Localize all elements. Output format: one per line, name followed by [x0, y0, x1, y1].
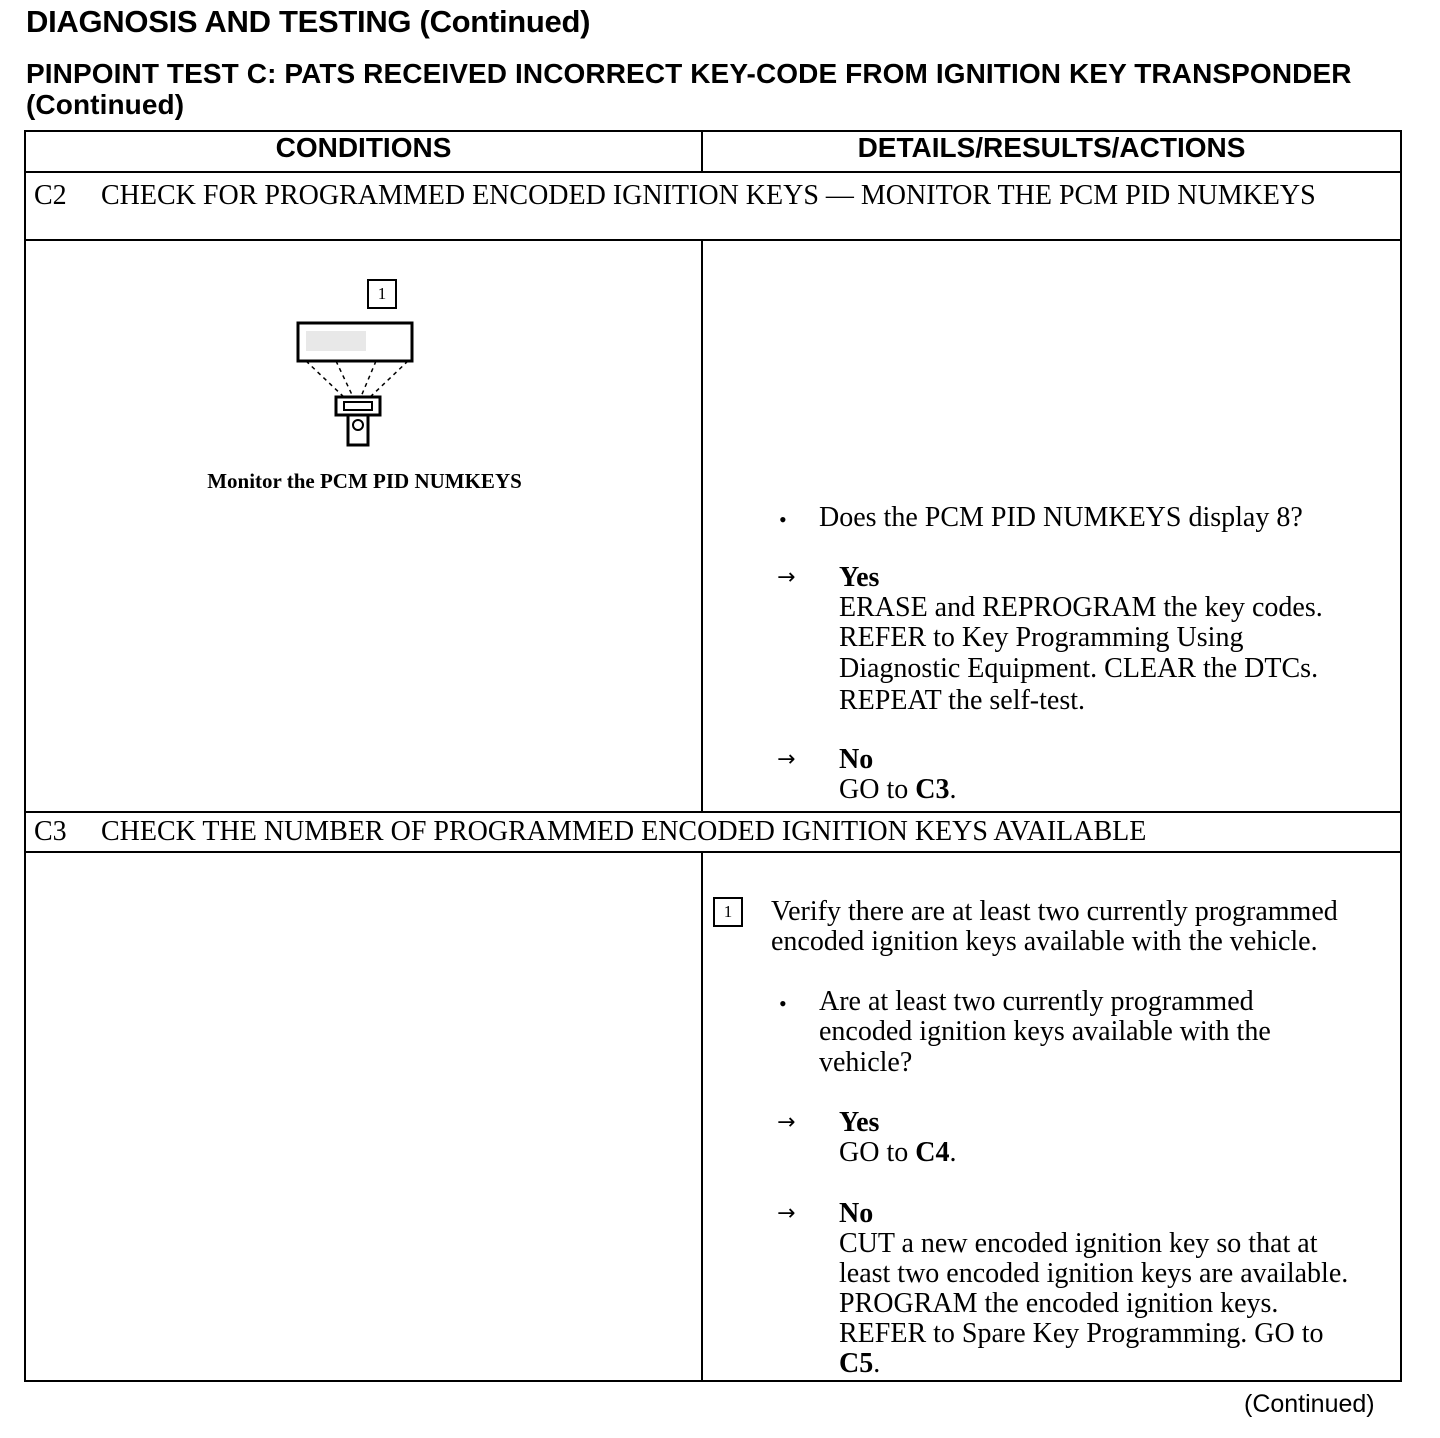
bullet-icon: •: [779, 991, 787, 1016]
step-c3-conditions: [25, 852, 702, 1381]
step-c2-details: [702, 240, 1401, 812]
c3-question-1: Are at least two currently programmed: [819, 986, 1254, 1017]
step-c3-id: C3: [34, 816, 67, 847]
arrow-right-icon: →: [777, 565, 796, 590]
c2-no-text: [839, 775, 956, 806]
c3-question-2: encoded ignition keys available with the: [819, 1016, 1271, 1047]
step-c2-conditions: [25, 240, 702, 812]
step-c3-details: [702, 852, 1401, 1381]
c3-no-goto-period: .: [873, 1348, 881, 1379]
c3-verify-text-2: encoded ignition keys available with the vehicle.: [771, 926, 1318, 957]
c2-yes-text-3: Diagnostic Equipment. CLEAR the DTCs.: [839, 653, 1319, 684]
c3-yes-goto-step-link[interactable]: C4: [915, 1137, 950, 1168]
c3-question-3: vehicle?: [819, 1047, 913, 1078]
step-c2-title: CHECK FOR PROGRAMMED ENCODED IGNITION KEYS — MONITOR THE PCM PID NUMKEYS: [101, 180, 1316, 211]
c3-no-goto: [839, 1349, 880, 1380]
step-c3-title: CHECK THE NUMBER OF PROGRAMMED ENCODED IGNITION KEYS AVAILABLE: [101, 816, 1147, 847]
details-header: DETAILS/RESULTS/ACTIONS: [702, 131, 1401, 172]
pinpoint-test-table: [24, 130, 1402, 1382]
c3-no-text-2: least two encoded ignition keys are available.: [839, 1258, 1349, 1289]
step-c3-content-row: [25, 852, 1401, 1381]
c2-yes-text-4: REPEAT the self-test.: [839, 685, 1086, 716]
c3-yes-goto-text: GO to: [839, 1137, 916, 1168]
c2-goto-period: .: [949, 774, 957, 805]
c2-yes-text-2: REFER to Key Programming Using: [839, 622, 1244, 653]
table-header-row: [25, 131, 1401, 172]
figure-caption: Monitor the PCM PID NUMKEYS: [207, 469, 522, 493]
c2-goto-text: GO to: [839, 774, 916, 805]
c3-no-text-3: PROGRAM the encoded ignition keys.: [839, 1288, 1279, 1319]
step-number-box: 1: [713, 897, 743, 927]
c3-yes-goto-period: .: [949, 1137, 957, 1168]
c2-no-label: No: [839, 744, 874, 775]
arrow-right-icon: →: [777, 1110, 796, 1135]
step-c2-id: C2: [34, 180, 67, 211]
c3-no-label: No: [839, 1198, 874, 1229]
figure-number-box: 1: [367, 279, 397, 309]
c2-question: Does the PCM PID NUMKEYS display 8?: [819, 502, 1303, 533]
c3-verify-text-1: Verify there are at least two currently programmed: [771, 896, 1338, 927]
arrow-right-icon: →: [777, 1201, 796, 1226]
bullet-icon: •: [779, 507, 787, 532]
continued-footer: (Continued): [1244, 1390, 1375, 1418]
conditions-header: CONDITIONS: [25, 131, 702, 172]
step-c3-row: [25, 812, 1401, 852]
c2-yes-text-1: ERASE and REPROGRAM the key codes.: [839, 592, 1323, 623]
c2-goto-step-link[interactable]: C3: [915, 774, 950, 805]
c3-no-goto-step-link[interactable]: C5: [839, 1348, 874, 1379]
step-c2-content-row: [25, 240, 1401, 812]
c2-yes-label: Yes: [839, 562, 880, 593]
c3-no-text-4: REFER to Spare Key Programming. GO to: [839, 1318, 1324, 1349]
c3-yes-label: Yes: [839, 1107, 880, 1138]
c3-no-text-1: CUT a new encoded ignition key so that at: [839, 1228, 1318, 1259]
step-c2-row: [25, 172, 1401, 240]
page-title: DIAGNOSIS AND TESTING (Continued): [26, 4, 591, 39]
arrow-right-icon: →: [777, 747, 796, 772]
test-title: PINPOINT TEST C: PATS RECEIVED INCORRECT KEY-CODE FROM IGNITION KEY TRANSPONDER (Continued): [26, 58, 1352, 120]
c3-yes-text: [839, 1138, 956, 1169]
